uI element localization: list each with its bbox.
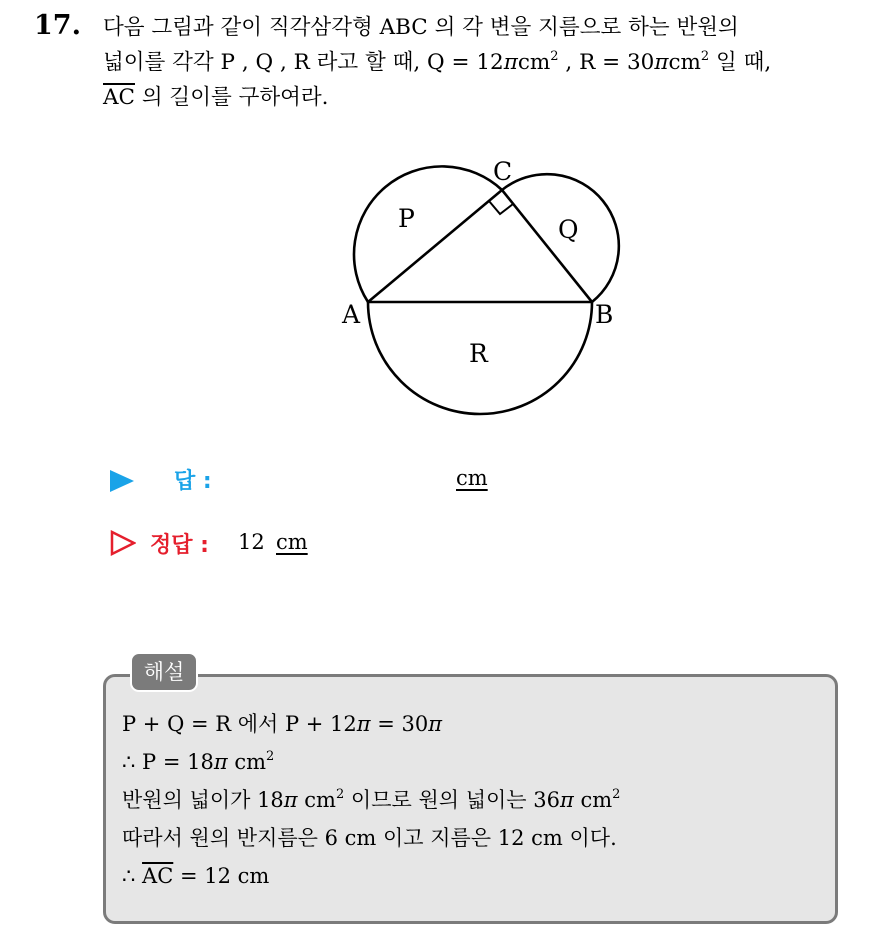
segment-ac-label: $\overline{AC}$ xyxy=(103,85,135,110)
label-region-r: R xyxy=(469,339,488,368)
semicircle-p xyxy=(354,166,502,302)
play-triangle-icon xyxy=(110,470,134,492)
correct-value: 12 xyxy=(238,530,265,554)
right-angle-marker xyxy=(489,201,513,214)
question-line-1: 다음 그림과 같이 직각삼각형 ABC 의 각 변을 지름으로 하는 반원의 xyxy=(103,15,739,40)
explanation-line-2: ∴ P = 18π $cm^2$ xyxy=(122,749,275,774)
label-point-c: C xyxy=(493,157,513,186)
answer-row xyxy=(110,464,530,498)
label-region-p: P xyxy=(398,204,415,233)
label-point-a: A xyxy=(342,300,361,329)
explanation-title: 해설 xyxy=(130,652,198,692)
question-number: 17. xyxy=(34,10,81,41)
semicircle-figure xyxy=(330,150,650,430)
question-text xyxy=(103,10,873,115)
outline-triangle-icon xyxy=(110,530,136,556)
correct-label: 정답 : xyxy=(150,533,209,558)
answer-label: 답 : xyxy=(174,469,212,494)
explanation-text xyxy=(122,705,822,895)
question-line-3: $\overline{AC}$ 의 길이를 구하여라. xyxy=(103,85,329,110)
side-cb xyxy=(502,190,592,302)
explanation-line-1: P + Q = R 에서 P + 12π = 30π xyxy=(122,712,443,736)
label-region-q: Q xyxy=(558,215,579,244)
correct-answer-row xyxy=(110,526,530,562)
correct-unit: cm xyxy=(276,530,308,554)
explanation-line-4: 따라서 원의 반지름은 6 cm 이고 지름은 12 cm 이다. xyxy=(122,826,617,850)
question-line-2: 넓이를 각각 P , Q , R 라고 할 때, Q = 12πcm$^2$ , R = 30πcm$^2$ 일 때, xyxy=(103,49,772,75)
answer-unit: cm xyxy=(456,466,488,490)
side-ac xyxy=(368,190,502,302)
label-point-b: B xyxy=(595,300,614,329)
explanation-line-3: 반원의 넓이가 18π $cm^2$ 이므로 원의 넓이는 36π $cm^2$ xyxy=(122,787,621,812)
explanation-line-5: ∴ $\overline{AC} = 12$ cm xyxy=(122,864,270,888)
